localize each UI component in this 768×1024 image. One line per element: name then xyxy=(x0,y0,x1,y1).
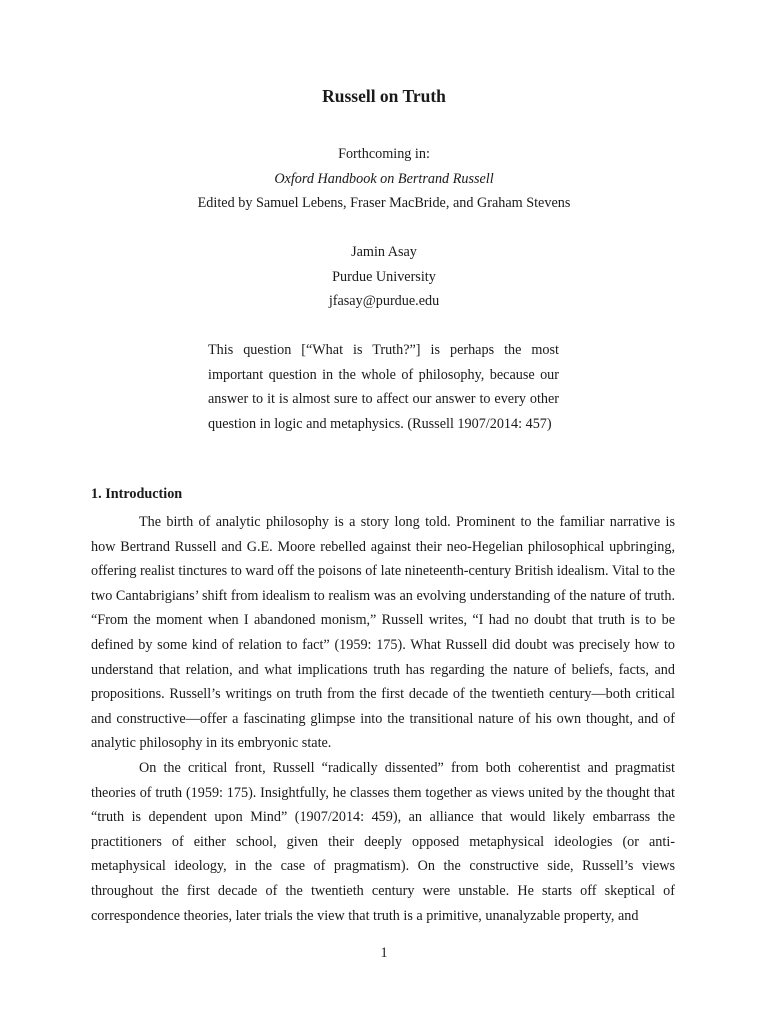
paper-title: Russell on Truth xyxy=(322,86,446,106)
author-block xyxy=(0,240,768,314)
page-number: 1 xyxy=(380,945,388,961)
author-name: Jamin Asay xyxy=(351,244,417,260)
section-heading: 1. Introduction xyxy=(91,486,183,502)
handbook-title: Oxford Handbook on Bertrand Russell xyxy=(274,170,494,187)
body-paragraph: On the critical front, Russell “radically dissented” from both coherentist and pragmatist theories of truth (1959: 175). Insightfully, he classes them together as views united by the thought that “truth is dependent upon Mind” (1907/2014: 459), an alliance that would likely embarrass the practitioners of either school, given their deeply opposed metaphysical ideologies (or anti-metaphysical ideology, in the case of pragmatism). On the constructive side, Russell’s views throughout the first decade of the twentieth century were unstable. He starts off skeptical of correspondence theories, later trials the view that truth is a primitive, unanalyzable property, and xyxy=(91,759,675,924)
author-email: jfasay@purdue.edu xyxy=(328,293,440,309)
body-paragraph: The birth of analytic philosophy is a story long told. Prominent to the familiar narrative is how Bertrand Russell and G.E. Moore rebelled against their neo-Hegelian philosophical upbringing, offering realist tinctures to ward off the poisons of late nineteenth-century British idealism. Vital to the two Cantabrigians’ shift from idealism to realism was an evolving understanding of the nature of truth. “From the moment when I abandoned monism,” Russell writes, “I had no doubt that truth is to be defined by some kind of relation to fact” (1959: 175). What Russell did doubt was precisely how to understand that relation, and what implications truth has regarding the nature of beliefs, facts, and propositions. Russell’s writings on truth from the first decade of the twentieth century—both critical and constructive—offer a fascinating glimpse into the transitional nature of his own thought, and of analytic philosophy in its embryonic state. xyxy=(91,514,675,752)
forthcoming-label: Forthcoming in: xyxy=(338,146,430,162)
author-affiliation: Purdue University xyxy=(332,268,436,285)
publication-info xyxy=(0,142,768,216)
epigraph-quote: This question [“What is Truth?”] is perhaps the most important question in the whole of philosophy, because our answer to it is almost sure to affect our answer to every other question in logic and metaphysics. (Russell 1907/2014: 457) xyxy=(208,342,559,433)
section-body xyxy=(91,510,675,928)
editors-line: Edited by Samuel Lebens, Fraser MacBride, and Graham Stevens xyxy=(197,195,571,211)
